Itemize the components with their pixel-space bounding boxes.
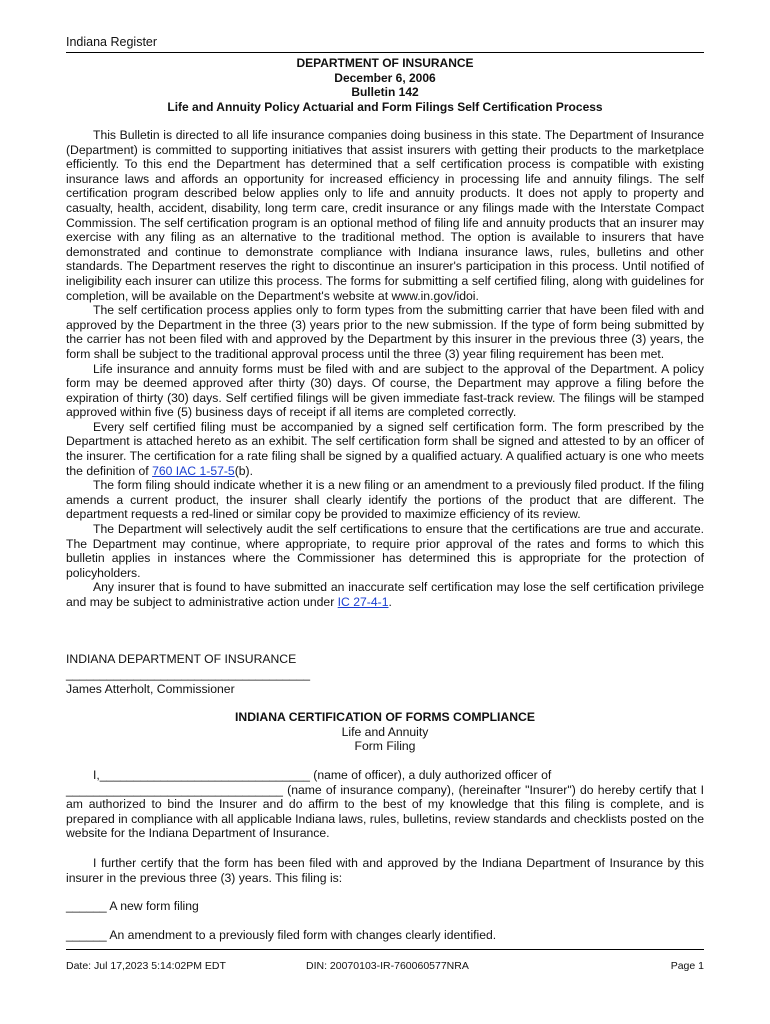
signature-block xyxy=(66,652,704,697)
footer-rule xyxy=(66,949,704,950)
option-new-filing: ______ A new form filing xyxy=(66,899,199,913)
paragraph-text: (b). xyxy=(234,463,253,478)
certification-paragraph: ________________________________ (name of insurance company), (hereinafter "Insurer") do hereby certify that I am authorized to bind the Insurer and do affirm to the best of my knowledge that this filing is complete, and is prepared in compliance with all applicable Indiana laws, rules, bulletins, review standards and checklists posted on the website for the Indiana Department of Insurance. xyxy=(66,782,704,841)
paragraph: The Department will selectively audit the self certifications to ensure that the certifications are true and accurate. The Department may continue, where appropriate, to require prior approval of the rates and forms to which this bulletin applies in instances where the Commissioner has determined this is appropriate for the protection of policyholders. xyxy=(66,522,704,580)
paragraph: The form filing should indicate whether it is a new filing or an amendment to a previously filed product. If the filing amends a current product, the insurer shall clearly identify the portions of the product that are different. The department requests a red-lined or similar copy be provided to maximize efficiency of its review. xyxy=(66,478,704,522)
ic-link[interactable]: IC 27-4-1 xyxy=(337,595,389,609)
paragraph xyxy=(66,580,704,609)
bulletin-subject: Life and Annuity Policy Actuarial and Form Filings Self Certification Process xyxy=(167,99,603,114)
certification-header xyxy=(66,710,704,754)
option-amendment: ______ An amendment to a previously filed form with changes clearly identified. xyxy=(66,928,497,942)
running-header: Indiana Register xyxy=(66,35,158,49)
bulletin-body xyxy=(66,128,704,610)
certification-paragraph: I further certify that the form has been filed with and approved by the Indiana Department of Insurance by this insurer in the previous three (3) years. This filing is: xyxy=(66,855,704,885)
bulletin-header xyxy=(66,56,704,114)
bulletin-date: December 6, 2006 xyxy=(334,70,436,85)
footer-din: DIN: 20070103-IR-760060577NRA xyxy=(306,960,469,972)
header-rule xyxy=(66,52,704,53)
bulletin-number: Bulletin 142 xyxy=(351,85,419,99)
paragraph xyxy=(66,420,704,478)
certification-body xyxy=(66,768,704,885)
paragraph-text: . xyxy=(388,595,392,609)
footer-date: Date: Jul 17,2023 5:14:02PM EDT xyxy=(66,960,226,972)
signature-name: James Atterholt, Commissioner xyxy=(66,682,235,696)
paragraph-text: Every self certified filing must be accompanied by a signed self certification form. The form prescribed by the Department is attached hereto as an exhibit. The self certification form shall be signed and attested to by an officer of the insurer. The certification for a rate filing shall be signed by a qualified actuary. A qualified actuary is one who meets the definition of xyxy=(66,419,704,478)
signature-org: INDIANA DEPARTMENT OF INSURANCE xyxy=(66,652,297,666)
certification-title: INDIANA CERTIFICATION OF FORMS COMPLIANCE xyxy=(235,710,535,724)
certification-subtitle: Form Filing xyxy=(354,739,416,754)
department-title: DEPARTMENT OF INSURANCE xyxy=(296,56,474,70)
signature-line: ____________________________________ xyxy=(66,667,311,681)
footer-page: Page 1 xyxy=(670,960,704,972)
iac-link[interactable]: 760 IAC 1-57-5 xyxy=(152,463,235,478)
paragraph-text: Any insurer that is found to have submitted an inaccurate self certification may lose the self certification privilege and may be subject to administrative action under xyxy=(66,580,704,609)
certification-subtitle: Life and Annuity xyxy=(341,724,429,739)
paragraph: This Bulletin is directed to all life insurance companies doing business in this state. The Department of Insurance (Department) is committed to supporting initiatives that assist insurers with getting their products to the marketplace efficiently. To this end the Department has determined that a self certification process is compatible with existing insurance laws and affords an opportunity for increased efficiency in processing life and annuity filings. The self certification program described below applies only to life and annuity products. It does not apply to property and casualty, health, accident, disability, long term care, credit insurance or any filings made with the Interstate Compact Commission. The self certification program is an optional method of filing life and annuity products that an insurer may exercise with any filing as an alternative to the traditional method. The option is available to insurers that have demonstrated and continue to demonstrate compliance with Indiana insurance laws, rules, bulletins and other standards. The Department reserves the right to discontinue an insurer's participation in this process. Until notified of ineligibility each insurer can utilize this process. The forms for submitting a self certified filing, along with guidelines for completion, will be available on the Department's website at www.in.gov/idoi. xyxy=(66,128,704,303)
paragraph: The self certification process applies only to form types from the submitting carrier that have been filed with and approved by the Department in the three (3) years prior to the new submission. If the type of form being submitted by the carrier has not been filed with and approved by the Department by this insurer in the previous three (3) years, the form shall be subject to the traditional approval process until the three (3) year filing requirement has been met. xyxy=(66,303,704,361)
certification-line: I,_______________________________ (name of officer), a duly authorized officer of xyxy=(93,768,552,782)
paragraph: Life insurance and annuity forms must be filed with and are subject to the approval of the Department. A policy form may be deemed approved after thirty (30) days. Of course, the Department may approve a filing before the expiration of thirty (30) days. Self certified filings will be given immediate fast-track review. The filings will be stamped approved within five (5) business days of receipt if all items are completed correctly. xyxy=(66,361,704,420)
